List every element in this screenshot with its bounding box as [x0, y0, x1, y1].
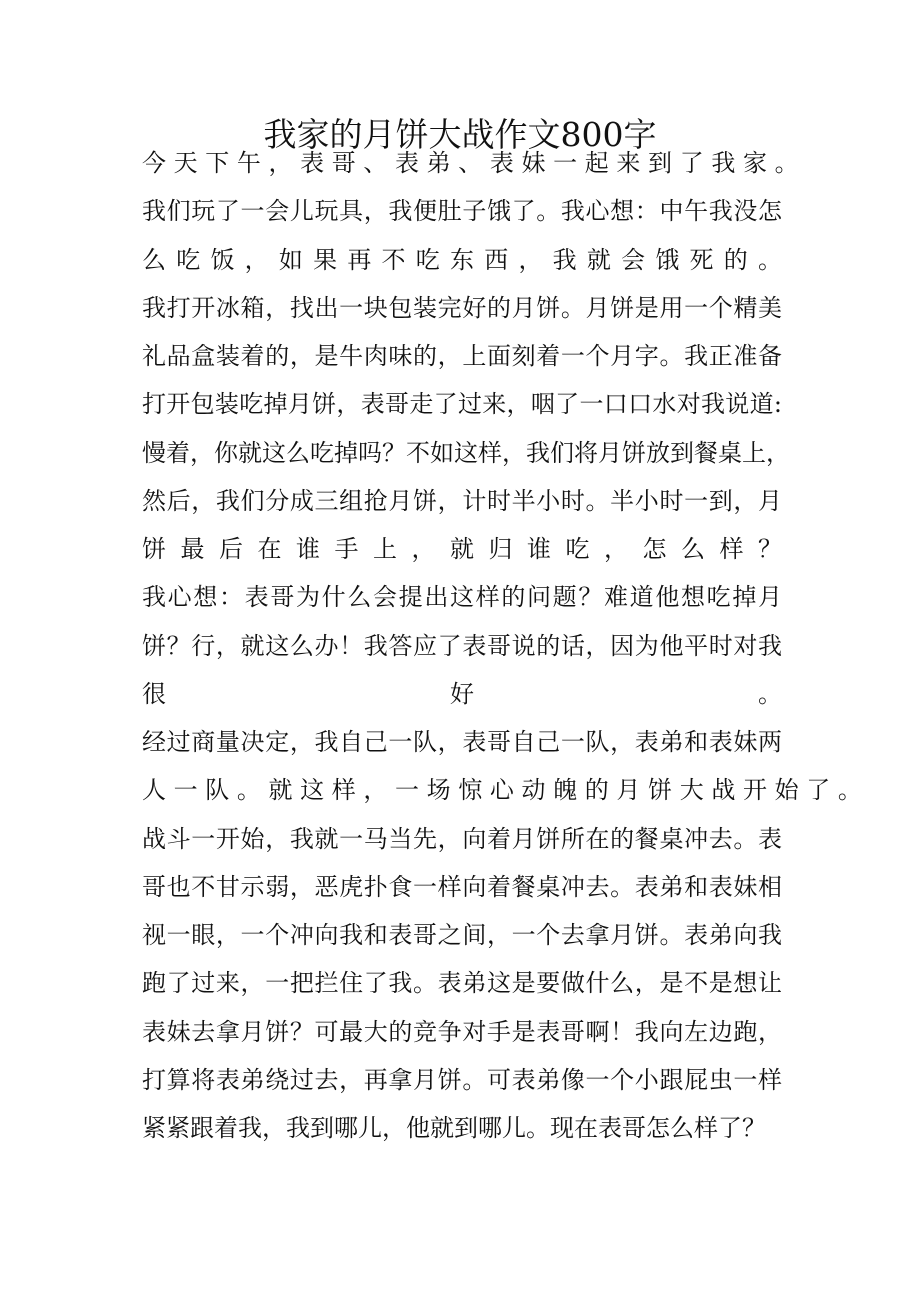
- text-line: 我们玩了一会儿玩具，我便肚子饿了。我心想：中午我没怎: [142, 197, 782, 226]
- text-line: 哥也不甘示弱，恶虎扑食一样向着餐桌冲去。表弟和表妹相: [142, 872, 782, 901]
- text-line: 视一眼，一个冲向我和表哥之间，一个去拿月饼。表弟向我: [142, 921, 782, 949]
- text-line: 经过商量决定，我自己一队，表哥自己一队，表弟和表妹两: [142, 728, 782, 756]
- document-body: [142, 139, 862, 1152]
- text-line: 么 吃 饭 ， 如 果 再 不 吃 东 西 ， 我 就 会 饿 死 的 。: [142, 245, 782, 274]
- text-line: 我打开冰箱，找出一块包装完好的月饼。月饼是用一个精美: [142, 293, 782, 322]
- text-line: 表妹去拿月饼？可最大的竞争对手是表哥啊！我向左边跑，: [142, 1017, 782, 1046]
- text-line: 人 一 队 。 就 这 样 ， 一 场 惊 心 动 魄 的 月 饼 大 战 开 始 了 。: [142, 776, 862, 805]
- text-line: 很 好 。: [142, 679, 782, 708]
- text-line: 打算将表弟绕过去，再拿月饼。可表弟像一个小跟屁虫一样: [142, 1065, 782, 1094]
- text-line: 今 天 下 午 ， 表 哥 、 表 弟 、 表 妹 一 起 来 到 了 我 家 。: [142, 149, 799, 177]
- text-line: 打开包装吃掉月饼，表哥走了过来，咽了一口口水对我说道:: [142, 390, 782, 419]
- text-line: 战斗一开始，我就一马当先，向着月饼所在的餐桌冲去。表: [142, 824, 782, 853]
- document-title: 我家的月饼大战作文800字: [263, 115, 657, 154]
- text-line: 跑了过来，一把拦住了我。表弟这是要做什么，是不是想让: [142, 969, 782, 998]
- text-line: 饼？行，就这么办！我答应了表哥说的话，因为他平时对我: [142, 631, 782, 660]
- text-line: 饼 最 后 在 谁 手 上 ， 就 归 谁 吃 ， 怎 么 样 ？: [142, 535, 782, 563]
- text-line: 慢着，你就这么吃掉吗？不如这样，我们将月饼放到餐桌上，: [142, 438, 790, 467]
- text-line: 然后，我们分成三组抢月饼，计时半小时。半小时一到，月: [142, 486, 782, 515]
- text-line: 礼品盒装着的，是牛肉味的，上面刻着一个月字。我正准备: [142, 342, 782, 370]
- text-line: 我心想：表哥为什么会提出这样的问题？难道他想吃掉月: [142, 583, 782, 612]
- text-line: 紧紧跟着我，我到哪儿，他就到哪儿。现在表哥怎么样了？: [142, 1114, 766, 1142]
